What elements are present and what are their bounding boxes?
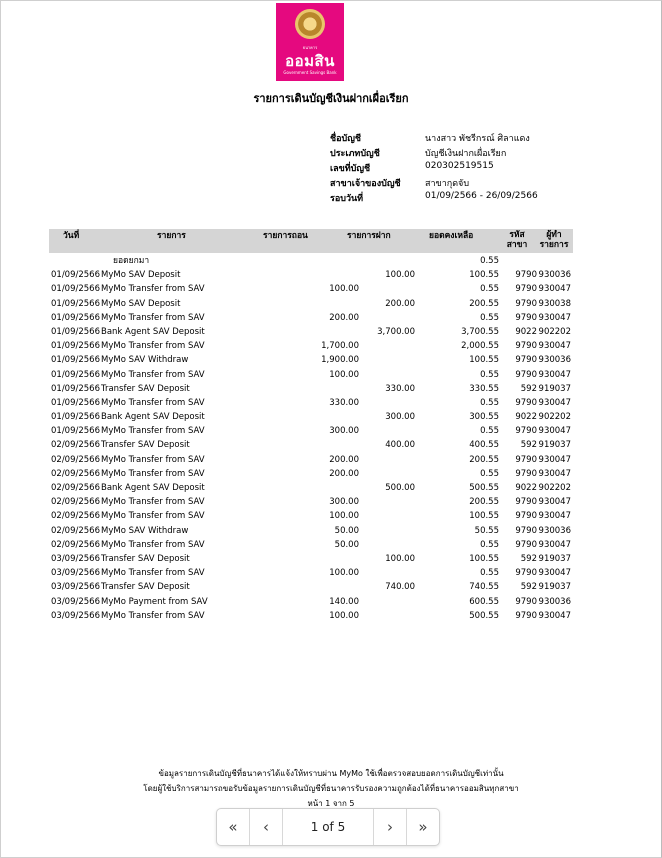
row-operator: 930047 — [538, 511, 571, 522]
row-withdraw: 1,700.00 — [321, 341, 359, 352]
bank-logo — [276, 3, 344, 81]
row-balance: 100.55 — [469, 553, 499, 564]
row-balance: 600.55 — [469, 596, 499, 607]
disclaimer-line-1: ข้อมูลรายการเดินบัญชีที่ธนาคารได้แจ้งให้ทราบผ่าน MyMo ใช้เพื่อตรวจสอบยอดการเดินบัญชีเท่านั้น — [158, 769, 504, 778]
table-row — [0, 495, 662, 509]
row-date: 01/09/2566 — [51, 369, 100, 380]
transaction-list — [0, 254, 662, 623]
row-date: 02/09/2566 — [51, 440, 100, 451]
row-balance: 100.55 — [469, 355, 499, 366]
row-date: 01/09/2566 — [51, 270, 100, 281]
table-row — [0, 297, 662, 311]
row-description: MyMo Transfer from SAV — [101, 539, 205, 550]
row-withdraw: 100.00 — [329, 511, 359, 522]
row-balance: 300.55 — [469, 412, 499, 423]
row-balance: 200.55 — [469, 454, 499, 465]
row-description: Bank Agent SAV Deposit — [101, 412, 205, 423]
row-operator: 919037 — [538, 440, 571, 451]
row-branch-code: 9790 — [515, 596, 537, 607]
last-page-button[interactable]: » — [406, 809, 439, 845]
page-indicator: หน้า 1 จาก 5 — [307, 799, 355, 808]
row-operator: 919037 — [538, 553, 571, 564]
row-branch-code: 9022 — [515, 483, 537, 493]
row-date: 02/09/2566 — [51, 497, 100, 508]
opening-balance: 0.55 — [480, 256, 499, 266]
info-period — [330, 191, 590, 206]
row-date: 03/09/2566 — [51, 610, 100, 621]
row-description: MyMo Transfer from SAV — [101, 610, 205, 621]
table-row — [0, 268, 662, 282]
row-operator: 930047 — [538, 369, 571, 380]
row-withdraw: 330.00 — [329, 397, 359, 408]
row-deposit: 330.00 — [385, 383, 415, 394]
row-description: MyMo Transfer from SAV — [101, 568, 205, 579]
info-account-name — [330, 131, 590, 146]
row-operator: 930047 — [538, 426, 571, 437]
row-operator: 930047 — [538, 497, 571, 508]
table-row — [0, 467, 662, 481]
row-withdraw: 200.00 — [329, 454, 359, 465]
row-balance: 200.55 — [469, 497, 499, 508]
row-branch-code: 9790 — [515, 568, 537, 579]
row-operator: 930047 — [538, 397, 571, 408]
row-operator: 930036 — [538, 525, 571, 536]
row-branch-code: 9022 — [515, 326, 537, 337]
row-date: 01/09/2566 — [51, 397, 100, 408]
table-row — [0, 396, 662, 410]
row-deposit: 400.00 — [385, 440, 415, 451]
row-date: 02/09/2566 — [51, 454, 100, 465]
row-operator: 930047 — [538, 341, 571, 352]
row-branch-code: 9790 — [515, 341, 537, 352]
row-description: MyMo Transfer from SAV — [101, 397, 205, 408]
row-date: 02/09/2566 — [51, 483, 100, 493]
row-withdraw: 100.00 — [329, 369, 359, 380]
header-date: วันที่ — [63, 231, 80, 241]
first-page-button[interactable]: « — [217, 809, 250, 845]
table-row — [0, 453, 662, 467]
row-branch-code: 592 — [520, 383, 537, 394]
row-operator: 919037 — [538, 582, 571, 593]
row-balance: 500.55 — [469, 610, 499, 621]
row-date: 01/09/2566 — [51, 341, 100, 352]
row-withdraw: 200.00 — [329, 468, 359, 479]
row-balance: 200.55 — [469, 298, 499, 309]
row-description: MyMo Payment from SAV — [101, 596, 208, 607]
header-deposit: รายการฝาก — [347, 231, 391, 241]
row-date: 01/09/2566 — [51, 412, 100, 423]
row-withdraw: 200.00 — [329, 312, 359, 323]
row-description: MyMo Transfer from SAV — [101, 426, 205, 437]
row-deposit: 740.00 — [385, 582, 415, 593]
row-date: 02/09/2566 — [51, 525, 100, 536]
row-date: 03/09/2566 — [51, 596, 100, 607]
row-date: 02/09/2566 — [51, 511, 100, 522]
row-description: MyMo Transfer from SAV — [101, 284, 205, 295]
row-branch-code: 9790 — [515, 355, 537, 366]
table-row — [0, 424, 662, 438]
row-branch-code: 9790 — [515, 369, 537, 380]
next-page-button[interactable]: › — [373, 809, 406, 845]
row-operator: 902202 — [538, 326, 571, 337]
row-branch-code: 9790 — [515, 539, 537, 550]
info-label: ชื่อบัญชี — [330, 134, 362, 144]
row-balance: 3,700.55 — [461, 326, 499, 337]
page-title: รายการเดินบัญชีเงินฝากเผื่อเรียก — [253, 92, 409, 105]
row-branch-code: 592 — [520, 440, 537, 451]
row-deposit: 100.00 — [385, 553, 415, 564]
row-branch-code: 9790 — [515, 511, 537, 522]
row-operator: 930047 — [538, 468, 571, 479]
row-withdraw: 100.00 — [329, 568, 359, 579]
table-row — [0, 580, 662, 594]
row-description: MyMo Transfer from SAV — [101, 454, 205, 465]
row-deposit: 100.00 — [385, 270, 415, 281]
logo-english-text: Government Savings Bank — [283, 70, 337, 75]
row-balance: 500.55 — [469, 483, 499, 493]
row-branch-code: 9790 — [515, 426, 537, 437]
row-date: 02/09/2566 — [51, 468, 100, 479]
row-branch-code: 9790 — [515, 610, 537, 621]
row-withdraw: 100.00 — [329, 610, 359, 621]
row-description: Transfer SAV Deposit — [101, 553, 190, 564]
info-label: เลขที่บัญชี — [330, 164, 371, 174]
header-withdraw: รายการถอน — [263, 231, 308, 241]
row-operator: 930036 — [538, 596, 571, 607]
row-balance: 0.55 — [480, 468, 499, 479]
table-row — [0, 353, 662, 367]
table-row — [0, 566, 662, 580]
row-description: MyMo SAV Deposit — [101, 298, 181, 309]
table-row — [0, 595, 662, 609]
row-description: Transfer SAV Deposit — [101, 383, 190, 394]
row-balance: 0.55 — [480, 369, 499, 380]
row-deposit: 300.00 — [385, 412, 415, 423]
row-description: MyMo Transfer from SAV — [101, 369, 205, 380]
row-date: 01/09/2566 — [51, 355, 100, 366]
opening-balance-row — [0, 254, 662, 268]
table-row — [0, 325, 662, 339]
row-deposit: 3,700.00 — [377, 326, 415, 337]
row-operator: 930038 — [538, 298, 571, 309]
row-balance: 740.55 — [469, 582, 499, 593]
row-operator: 902202 — [538, 412, 571, 423]
opening-label: ยอดยกมา — [113, 256, 150, 266]
row-date: 01/09/2566 — [51, 284, 100, 295]
row-date: 03/09/2566 — [51, 582, 100, 593]
row-operator: 930047 — [538, 454, 571, 465]
page-count: 1 of 5 — [310, 820, 346, 834]
table-row — [0, 481, 662, 495]
row-description: MyMo SAV Deposit — [101, 270, 181, 281]
row-branch-code: 9790 — [515, 454, 537, 465]
row-branch-code: 9790 — [515, 298, 537, 309]
row-date: 01/09/2566 — [51, 383, 100, 394]
info-value: 01/09/2566 - 26/09/2566 — [425, 191, 538, 201]
header-balance: ยอดคงเหลือ — [429, 231, 474, 241]
row-withdraw: 300.00 — [329, 426, 359, 437]
table-row — [0, 368, 662, 382]
row-operator: 902202 — [538, 483, 571, 493]
info-account-number — [330, 161, 590, 176]
row-balance: 0.55 — [480, 312, 499, 323]
row-balance: 0.55 — [480, 539, 499, 550]
info-label: สาขาเจ้าของบัญชี — [330, 179, 401, 189]
row-description: MyMo Transfer from SAV — [101, 341, 205, 352]
row-date: 01/09/2566 — [51, 426, 100, 437]
row-branch-code: 9790 — [515, 284, 537, 295]
table-row — [0, 311, 662, 325]
row-balance: 0.55 — [480, 397, 499, 408]
pagination-toolbar — [216, 808, 440, 846]
row-description: Bank Agent SAV Deposit — [101, 483, 205, 493]
row-withdraw: 50.00 — [334, 539, 359, 550]
row-branch-code: 9790 — [515, 525, 537, 536]
row-description: MyMo Transfer from SAV — [101, 312, 205, 323]
info-value: สาขากุดจับ — [425, 179, 470, 189]
row-deposit: 200.00 — [385, 298, 415, 309]
table-row — [0, 438, 662, 452]
row-date: 03/09/2566 — [51, 568, 100, 579]
row-balance: 400.55 — [469, 440, 499, 451]
row-operator: 930047 — [538, 539, 571, 550]
row-withdraw: 50.00 — [334, 525, 359, 536]
row-branch-code: 9790 — [515, 468, 537, 479]
row-branch-code: 592 — [520, 553, 537, 564]
row-balance: 2,000.55 — [461, 341, 499, 352]
row-balance: 0.55 — [480, 568, 499, 579]
row-branch-code: 9790 — [515, 397, 537, 408]
row-balance: 100.55 — [469, 270, 499, 281]
row-balance: 0.55 — [480, 284, 499, 295]
row-branch-code: 592 — [520, 582, 537, 593]
info-value: นางสาว พัชรีกรณ์ ศิลาแดง — [425, 134, 530, 144]
table-row — [0, 609, 662, 623]
table-row — [0, 382, 662, 396]
header-description: รายการ — [157, 231, 186, 241]
row-description: MyMo SAV Withdraw — [101, 355, 189, 366]
row-operator: 930047 — [538, 284, 571, 295]
info-branch — [330, 176, 590, 191]
row-date: 02/09/2566 — [51, 539, 100, 550]
row-balance: 100.55 — [469, 511, 499, 522]
row-balance: 330.55 — [469, 383, 499, 394]
info-label: ประเภทบัญชี — [330, 149, 380, 159]
row-deposit: 500.00 — [385, 483, 415, 493]
row-branch-code: 9790 — [515, 312, 537, 323]
table-row — [0, 538, 662, 552]
row-date: 01/09/2566 — [51, 312, 100, 323]
info-value: บัญชีเงินฝากเผื่อเรียก — [425, 149, 507, 159]
row-withdraw: 1,900.00 — [321, 355, 359, 366]
row-description: Bank Agent SAV Deposit — [101, 326, 205, 337]
row-withdraw: 100.00 — [329, 284, 359, 295]
logo-small-text: ธนาคาร — [302, 45, 318, 50]
row-description: MyMo SAV Withdraw — [101, 525, 189, 536]
row-description: Transfer SAV Deposit — [101, 582, 190, 593]
table-row — [0, 410, 662, 424]
logo-brand-text: ออมสิน — [285, 52, 335, 70]
table-row — [0, 509, 662, 523]
table-header — [49, 229, 573, 253]
row-description: MyMo Transfer from SAV — [101, 511, 205, 522]
table-row — [0, 524, 662, 538]
table-row — [0, 552, 662, 566]
row-operator: 930036 — [538, 270, 571, 281]
seal-icon — [295, 9, 325, 39]
row-operator: 919037 — [538, 383, 571, 394]
row-operator: 930047 — [538, 312, 571, 323]
row-date: 01/09/2566 — [51, 326, 100, 337]
header-operator: ผู้ทำ รายการ — [539, 230, 569, 250]
row-branch-code: 9790 — [515, 270, 537, 281]
row-date: 01/09/2566 — [51, 298, 100, 309]
row-branch-code: 9022 — [515, 412, 537, 423]
info-label: รอบวันที่ — [330, 194, 364, 204]
row-description: Transfer SAV Deposit — [101, 440, 190, 451]
previous-page-button[interactable]: ‹ — [250, 809, 283, 845]
row-description: MyMo Transfer from SAV — [101, 497, 205, 508]
row-date: 03/09/2566 — [51, 553, 100, 564]
row-balance: 0.55 — [480, 426, 499, 437]
info-value: 020302519515 — [425, 161, 494, 171]
table-row — [0, 282, 662, 296]
row-withdraw: 140.00 — [329, 596, 359, 607]
row-withdraw: 300.00 — [329, 497, 359, 508]
row-balance: 50.55 — [474, 525, 499, 536]
header-branch-code: รหัส สาขา — [506, 230, 528, 250]
table-row — [0, 339, 662, 353]
disclaimer-line-2: โดยผู้ใช้บริการสามารถขอรับข้อมูลรายการเดินบัญชีที่ธนาคารรับรองความถูกต้องได้ที่ธนาคารออมสินทุกสาขา — [143, 784, 519, 793]
row-operator: 930036 — [538, 355, 571, 366]
info-account-type — [330, 146, 590, 161]
row-description: MyMo Transfer from SAV — [101, 468, 205, 479]
row-operator: 930047 — [538, 610, 571, 621]
row-operator: 930047 — [538, 568, 571, 579]
row-branch-code: 9790 — [515, 497, 537, 508]
account-info — [330, 131, 590, 206]
